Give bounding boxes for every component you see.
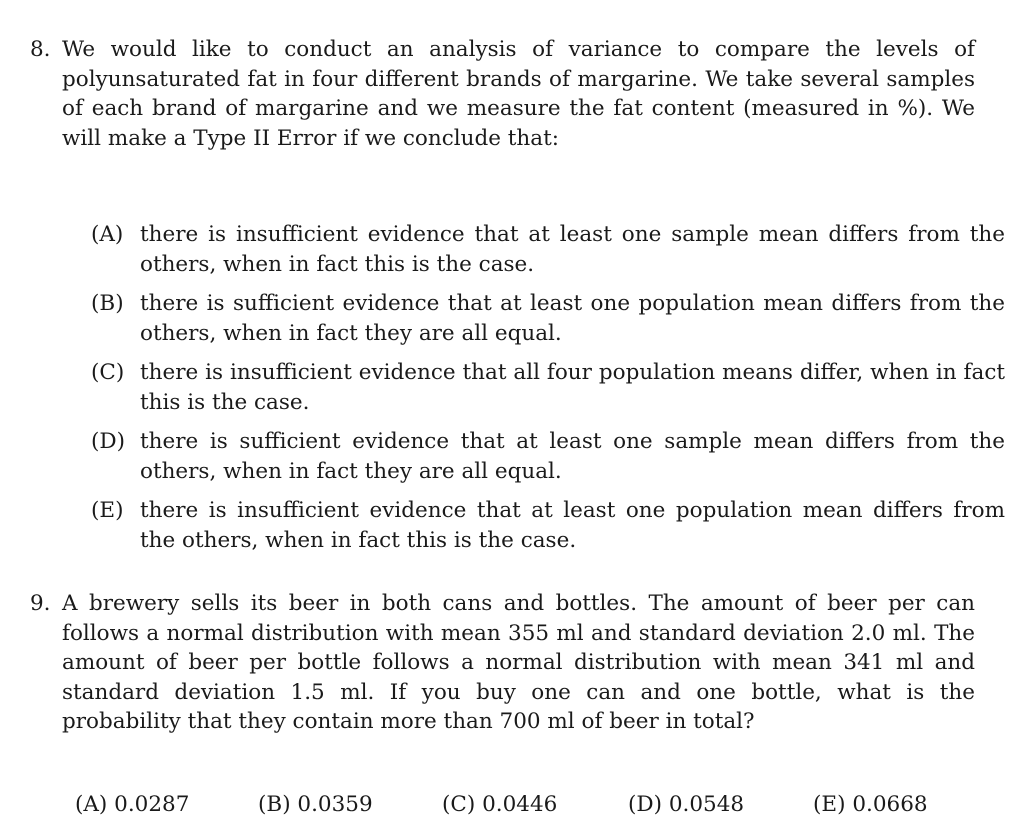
question-9 (30, 589, 975, 737)
question-9-stem (30, 589, 975, 737)
option-text: there is sufficient evidence that at least one population mean differs from the others, when in fact they are all equal. (140, 291, 1005, 346)
question-8-stem (30, 35, 975, 153)
question-number: 8. (30, 37, 51, 62)
option-letter: (B) (91, 291, 124, 316)
option-d (91, 427, 1005, 486)
option-text: there is insufficient evidence that all four population means differ, when in fact this is the case. (140, 360, 1005, 415)
option-text: there is insufficient evidence that at least one population mean differs from the others, when in fact this is the case. (140, 498, 1005, 553)
option-d (628, 790, 744, 820)
option-letter: (B) (258, 792, 291, 817)
option-letter: (D) (91, 429, 126, 454)
option-text: 0.0359 (297, 792, 373, 817)
question-text: A brewery sells its beer in both cans and bottles. The amount of beer per can follows a normal distribution with mean 355 ml and standard deviation 2.0 ml. The amount of beer per bottle follows a normal distribution with mean 341 ml and standard deviation 1.5 ml. If you buy one can and one bottle, what is the probability that they contain more than 700 ml of beer in total? (62, 591, 975, 734)
question-8 (30, 35, 1005, 553)
option-letter: (E) (813, 792, 846, 817)
option-c (442, 790, 557, 820)
option-text: 0.0668 (852, 792, 928, 817)
option-text: there is insufficient evidence that at least one sample mean differs from the others, when in fact this is the case. (140, 222, 1005, 277)
option-letter: (A) (91, 222, 124, 247)
option-letter: (E) (91, 498, 124, 523)
option-b (258, 790, 373, 820)
option-text: 0.0287 (114, 792, 190, 817)
question-8-options (91, 220, 1005, 565)
option-letter: (D) (628, 792, 663, 817)
option-text: 0.0446 (482, 792, 558, 817)
option-text: 0.0548 (668, 792, 745, 817)
option-a (91, 220, 1005, 279)
option-e (813, 790, 928, 820)
option-e (91, 496, 1005, 555)
option-a (75, 790, 189, 820)
question-number: 9. (30, 591, 51, 616)
option-letter: (C) (91, 360, 125, 385)
option-text: there is sufficient evidence that at least one sample mean differs from the others, when in fact they are all equal. (140, 429, 1005, 484)
option-letter: (C) (442, 792, 476, 817)
option-letter: (A) (75, 792, 108, 817)
option-c (91, 358, 1005, 417)
option-b (91, 289, 1005, 348)
question-text: We would like to conduct an analysis of variance to compare the levels of polyunsaturated fat in four different brands of margarine. We take several samples of each brand of margarine and we measure the fat content (measured in %). We will make a Type II Error if we conclude that: (62, 37, 975, 151)
